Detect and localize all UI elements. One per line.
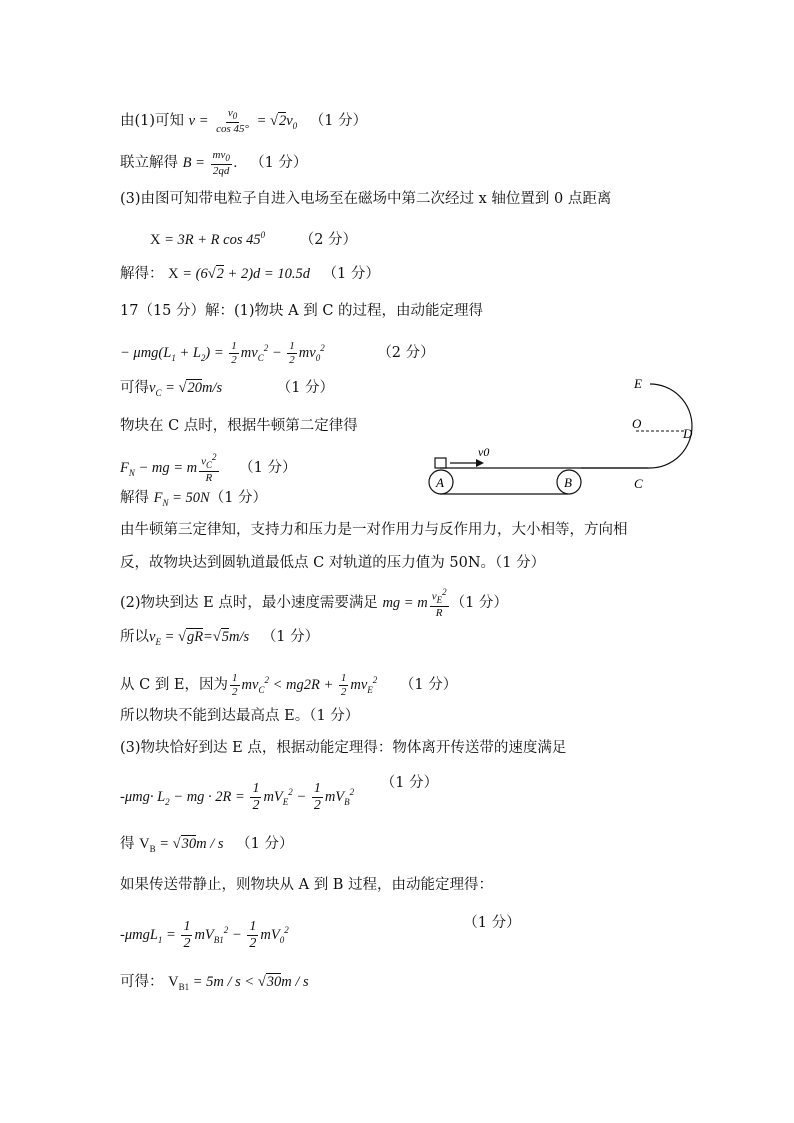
equation: X = (6√2 + 2)d = 10.5d <box>168 266 310 282</box>
line-15 <box>120 627 319 652</box>
equation: $V_B = √30m / s$ <box>139 836 224 854</box>
line-13: 反，故物块达到圆轨道最低点 C 对轨道的压力值为 50N。（1 分） <box>120 555 546 571</box>
line-23 <box>120 972 309 997</box>
line-19 <box>120 774 439 813</box>
equation: -μmgL$_1$ = $\frac{1}{2}$ $mV_{B1}^2$ − $\frac{1}{2}$ $mV_0^2$ <box>120 919 289 951</box>
equation: $F_N = 50N$ <box>153 490 210 508</box>
equation: mg = m $\frac{v_E^2}{R}$ <box>382 587 447 619</box>
line-21: 如果传送带静止，则物块从 A 到 B 过程，由动能定理得： <box>120 877 494 893</box>
score: （1 分） <box>209 490 268 506</box>
line-10 <box>120 453 297 484</box>
equation: X = 3R + R $\cos 45^0$ <box>150 230 266 248</box>
line-11 <box>120 488 267 513</box>
block <box>435 458 446 468</box>
score: （1 分） <box>261 629 320 645</box>
line-12: 由牛顿第三定律知，支持力和压力是一对作用力与反作用力，大小相等，方向相 <box>120 522 628 538</box>
score: （1 分） <box>250 154 308 171</box>
line-4 <box>150 225 357 250</box>
label-v0: v0 <box>478 445 490 459</box>
line-7 <box>120 338 435 368</box>
equation: $F_N$ − mg = m $\frac{v_C^2}{R}$ <box>120 452 217 484</box>
label-o: O <box>632 416 642 431</box>
label-a: A <box>436 475 444 490</box>
line-3: (3)由图可知带电粒子自进入电场至在磁场中第二次经过 x 轴位置到 0 点距离 <box>120 191 612 207</box>
text: (2)物块到达 E 点时，最小速度需要满足 <box>120 594 378 611</box>
equation: $-\mu mg\cdot L_2$ − mg · 2R = $\frac{1}{2}$ $mV_E^2$ − $\frac{1}{2}$ $mV_B^2$ <box>120 781 355 813</box>
score: （2 分） <box>299 231 358 248</box>
score: （1 分） <box>236 836 294 852</box>
line-2 <box>120 150 307 177</box>
line-5 <box>120 264 380 284</box>
text: 由(1)可知 <box>120 112 185 129</box>
line-16 <box>120 670 457 700</box>
score: （1 分） <box>380 774 439 791</box>
line-20 <box>120 834 293 859</box>
equation: $v_E = √gR=√5m/s$ <box>149 629 250 647</box>
score: （1 分） <box>399 676 458 693</box>
line-17: 所以物块不能到达最高点 E。（1 分） <box>120 708 360 724</box>
line-22 <box>120 914 521 951</box>
label-d: D <box>683 426 693 441</box>
velocity-arrow-head <box>476 459 484 467</box>
score: （1 分） <box>322 266 380 282</box>
score: （1 分） <box>239 459 297 476</box>
text: 从 C 到 E，因为 <box>120 676 229 693</box>
text: 解得 <box>120 490 149 506</box>
text: 解得： <box>120 266 164 282</box>
equation: v = $\frac{v_0}{\cos 45^\circ}$ = $√2v_0$ <box>188 107 298 136</box>
score: （1 分） <box>463 914 521 931</box>
text: 得 <box>120 836 135 852</box>
score: （1 分） <box>450 594 508 611</box>
track-diagram <box>418 368 718 498</box>
equation: $V_{B1} = 5m / s < √30m / s$ <box>168 974 309 992</box>
score: （1 分） <box>309 112 368 129</box>
line-14 <box>120 588 508 619</box>
score: （1 分） <box>276 380 335 396</box>
line-6: 17（15 分）解：(1)物块 A 到 C 的过程，由动能定理得 <box>120 303 484 319</box>
text: 可得： <box>120 974 164 990</box>
equation: $\frac{1}{2}$ $mv_C^2 < mg2R$ + $\frac{1}{2}$ $mv_E^2$ <box>232 672 378 698</box>
text: 可得 <box>120 380 149 396</box>
line-9: 物块在 C 点时，根据牛顿第二定律得 <box>120 418 358 434</box>
line-18: (3)物块恰好到达 E 点，根据动能定理得：物体离开传送带的速度满足 <box>120 740 567 756</box>
score: （2 分） <box>377 344 435 361</box>
equation: − $\mu mg(L_1 + L_2)$ = $\frac{1}{2}$ $mv_C^2$ − $\frac{1}{2}$ $mv_0^2$ <box>120 340 325 366</box>
label-c: C <box>634 476 643 491</box>
equation: B = $\frac{mv_0}{2qd}$ . <box>182 149 238 178</box>
line-1 <box>120 108 367 136</box>
label-b: B <box>564 475 572 490</box>
equation: $v_C = √20m/s$ <box>149 380 223 398</box>
line-8 <box>120 378 334 403</box>
text: 所以 <box>120 629 149 645</box>
text: 联立解得 <box>120 154 178 171</box>
label-e: E <box>634 376 642 391</box>
